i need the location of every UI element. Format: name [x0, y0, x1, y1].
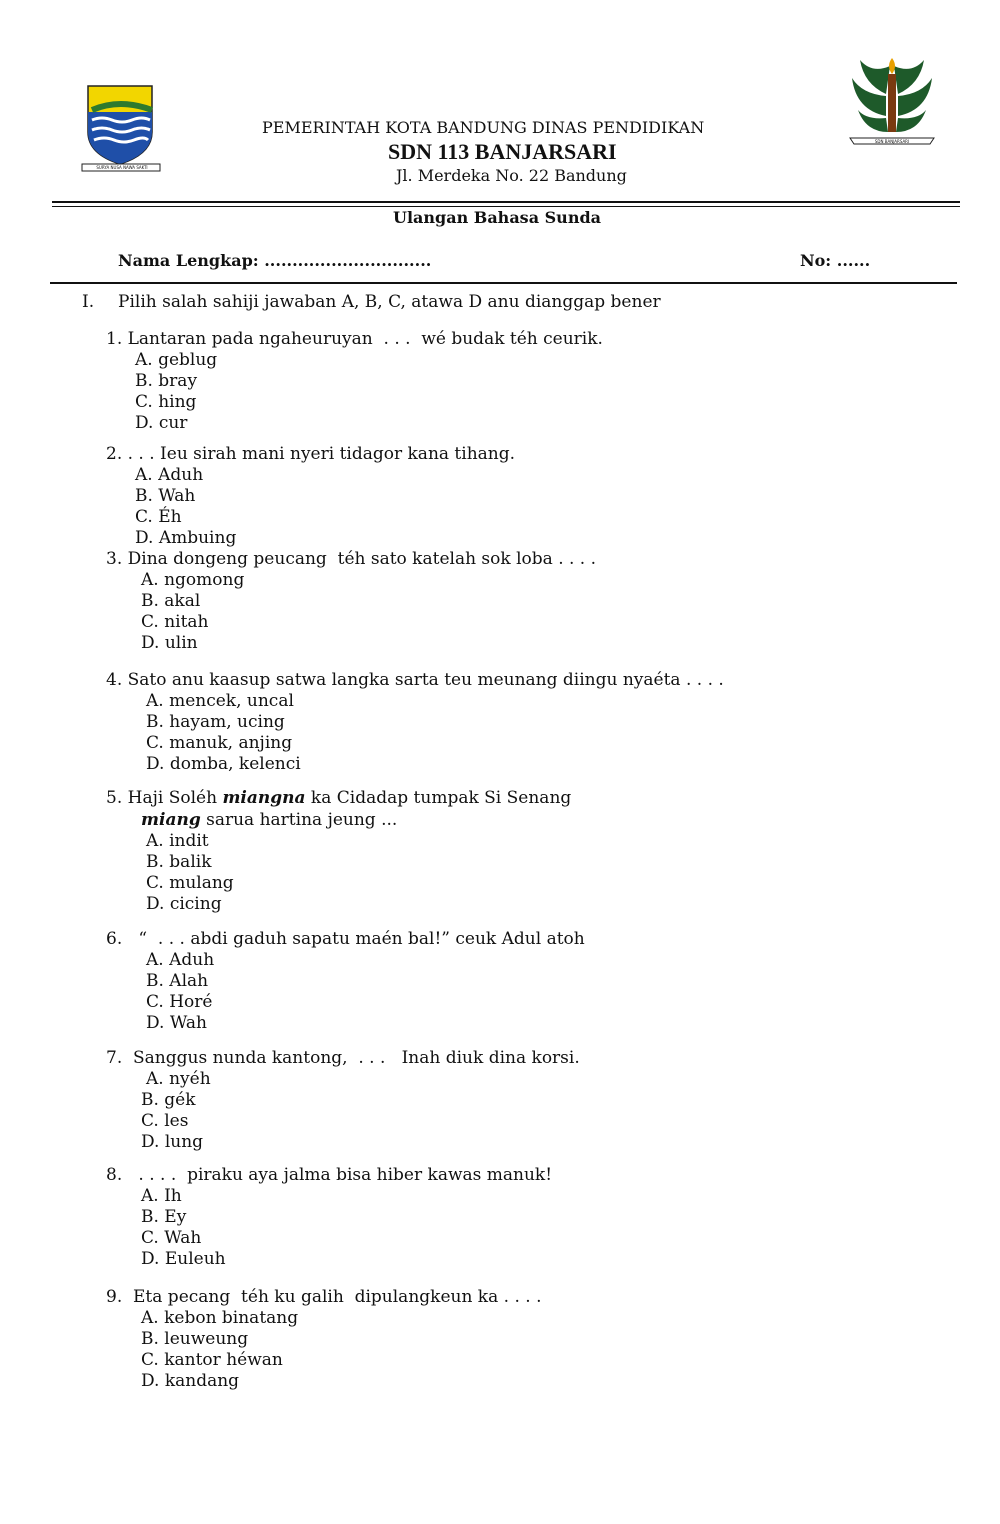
- option-d: D. Ambuing: [135, 528, 237, 548]
- school-emblem-icon: [842, 54, 942, 154]
- header-rule-bottom: [52, 206, 960, 207]
- option-a: A. mencek, uncal: [146, 691, 294, 711]
- school-address: Jl. Merdeka No. 22 Bandung: [396, 166, 627, 185]
- option-b: B. Ey: [141, 1207, 187, 1227]
- question-text: 7. Sanggus nunda kantong, . . . Inah diuk dina korsi.: [106, 1048, 580, 1068]
- option-a: A. Ih: [141, 1186, 182, 1206]
- bandung-crest-icon: [80, 84, 164, 176]
- option-a: A. Aduh: [146, 950, 215, 970]
- option-c: C. manuk, anjing: [146, 733, 293, 753]
- option-c: C. mulang: [146, 873, 234, 893]
- school-name: SDN 113 BANJARSARI: [388, 139, 617, 164]
- exam-title: Ulangan Bahasa Sunda: [393, 208, 601, 227]
- option-b: B. gék: [141, 1090, 196, 1110]
- option-a: A. kebon binatang: [141, 1308, 299, 1328]
- right-logo-caption: SDN BANJARSARI: [874, 139, 910, 144]
- option-c: C. Wah: [141, 1228, 202, 1248]
- section-instruction: Pilih salah sahiji jawaban A, B, C, atawa D anu dianggap bener: [118, 292, 661, 312]
- question-text: 8. . . . . piraku aya jalma bisa hiber kawas manuk!: [106, 1165, 553, 1185]
- option-b: B. leuweung: [141, 1329, 249, 1349]
- question-text: 6. “ . . . abdi gaduh sapatu maén bal!” ceuk Adul atoh: [106, 929, 585, 949]
- option-c: C. nitah: [141, 612, 209, 632]
- option-d: D. cicing: [146, 894, 222, 914]
- header-rule-top: [52, 201, 960, 203]
- option-c: C. hing: [135, 392, 197, 412]
- option-d: D. Euleuh: [141, 1249, 226, 1269]
- question-text: 3. Dina dongeng peucang téh sato katelah sok loba . . . .: [106, 549, 597, 569]
- option-c: C. Horé: [146, 992, 213, 1012]
- option-c: C. les: [141, 1111, 189, 1131]
- question-text: 2. . . . Ieu sirah mani nyeri tidagor kana tihang.: [106, 444, 516, 464]
- option-b: B. hayam, ucing: [146, 712, 285, 732]
- question-text: 1. Lantaran pada ngaheuruyan . . . wé budak téh ceurik.: [106, 329, 603, 349]
- number-field: No: ......: [800, 251, 871, 270]
- emphasized-word: miangna: [222, 788, 306, 808]
- option-b: B. akal: [141, 591, 201, 611]
- option-d: D. lung: [141, 1132, 204, 1152]
- option-a: A. geblug: [135, 350, 218, 370]
- option-c: C. Éh: [135, 507, 182, 527]
- option-a: A. Aduh: [135, 465, 204, 485]
- option-d: D. cur: [135, 413, 188, 433]
- question-text-post: ka Cidadap tumpak Si Senang: [305, 788, 572, 808]
- option-b: B. Alah: [146, 971, 209, 991]
- option-a: A. indit: [146, 831, 209, 851]
- option-a: A. ngomong: [141, 570, 245, 590]
- section-numeral: I.: [82, 292, 95, 312]
- option-d: D. domba, kelenci: [146, 754, 301, 774]
- option-b: B. balik: [146, 852, 212, 872]
- question-text: [106, 788, 571, 809]
- question-subtext: [141, 810, 397, 831]
- question-text: 9. Eta pecang téh ku galih dipulangkeun ka . . . .: [106, 1287, 542, 1307]
- option-c: C. kantor héwan: [141, 1350, 283, 1370]
- option-d: D. ulin: [141, 633, 198, 653]
- name-field: Nama Lengkap: ..............................: [118, 251, 432, 270]
- name-rule: [50, 282, 957, 284]
- question-subtext-post: sarua hartina jeung ...: [200, 810, 398, 830]
- option-d: D. kandang: [141, 1371, 240, 1391]
- option-b: B. Wah: [135, 486, 196, 506]
- emphasized-word: miang: [141, 810, 201, 830]
- question-text-pre: 5. Haji Soléh: [106, 788, 223, 808]
- left-logo-caption: SURYA NUSA NAWA SAKTI: [96, 165, 148, 170]
- option-d: D. Wah: [146, 1013, 207, 1033]
- option-a: A. nyéh: [146, 1069, 211, 1089]
- dept-heading: PEMERINTAH KOTA BANDUNG DINAS PENDIDIKAN: [262, 118, 705, 137]
- question-text: 4. Sato anu kaasup satwa langka sarta teu meunang diingu nyaéta . . . .: [106, 670, 724, 690]
- option-b: B. bray: [135, 371, 198, 391]
